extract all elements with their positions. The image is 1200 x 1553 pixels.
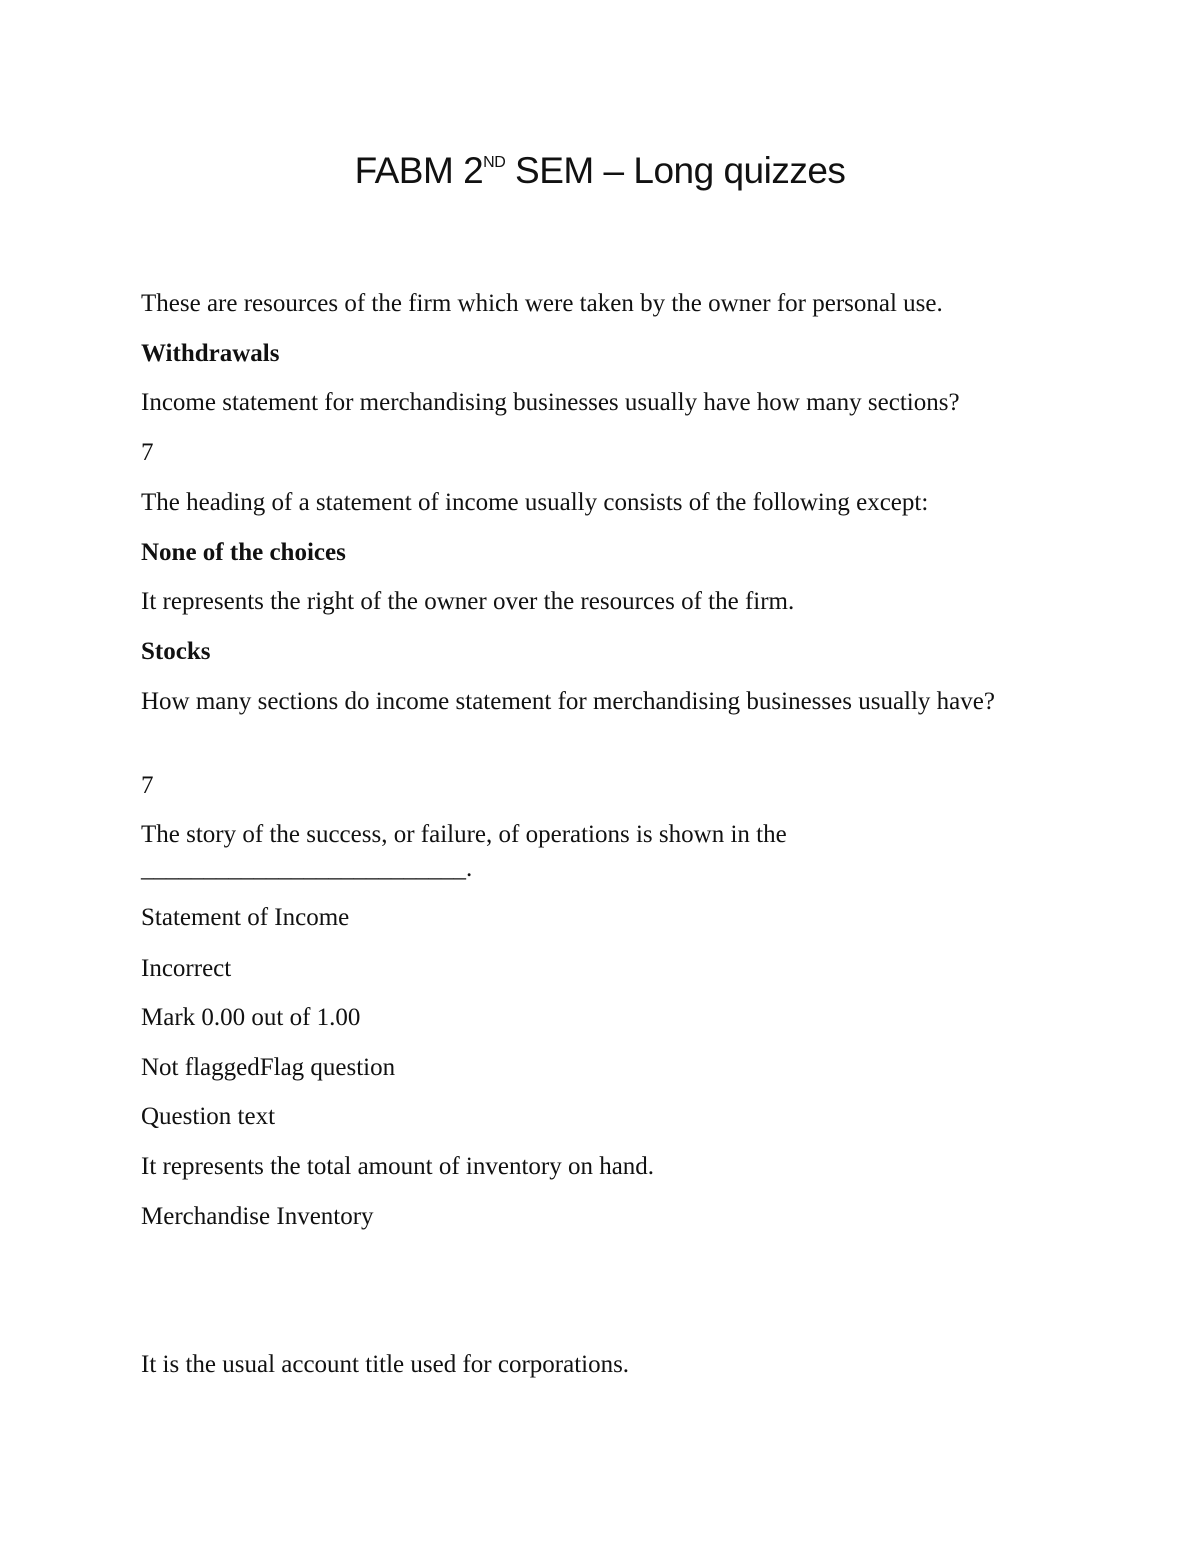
- question-text: It represents the total amount of inventory on hand.: [141, 1153, 655, 1180]
- result-text: Incorrect: [141, 955, 232, 982]
- question-text: It is the usual account title used for corporations.: [141, 1351, 630, 1378]
- answer-text: None of the choices: [141, 539, 346, 566]
- answer-text: Withdrawals: [141, 340, 280, 367]
- answer-text: Stocks: [141, 638, 211, 665]
- flag-text: Not flaggedFlag question: [141, 1054, 396, 1081]
- answer-text: Statement of Income: [141, 904, 350, 931]
- title-rest: SEM – Long quizzes: [505, 150, 846, 191]
- page-title: [0, 146, 1200, 204]
- question-label: Question text: [141, 1103, 276, 1130]
- question-text: The heading of a statement of income usually consists of the following except:: [141, 489, 929, 516]
- answer-text: Merchandise Inventory: [141, 1203, 374, 1230]
- question-text: Income statement for merchandising businesses usually have how many sections?: [141, 389, 960, 416]
- mark-text: Mark 0.00 out of 1.00: [141, 1004, 361, 1031]
- question-text: The story of the success, or failure, of operations is shown in the __________________________.: [141, 821, 787, 882]
- question-text: It represents the right of the owner over the resources of the firm.: [141, 588, 795, 615]
- answer-text: 7: [141, 439, 154, 466]
- title-superscript: ND: [483, 154, 506, 171]
- question-text: How many sections do income statement for merchandising businesses usually have?: [141, 688, 995, 715]
- title-main: FABM 2: [354, 150, 484, 191]
- question-text: These are resources of the firm which were taken by the owner for personal use.: [141, 290, 943, 317]
- answer-text: 7: [141, 772, 154, 799]
